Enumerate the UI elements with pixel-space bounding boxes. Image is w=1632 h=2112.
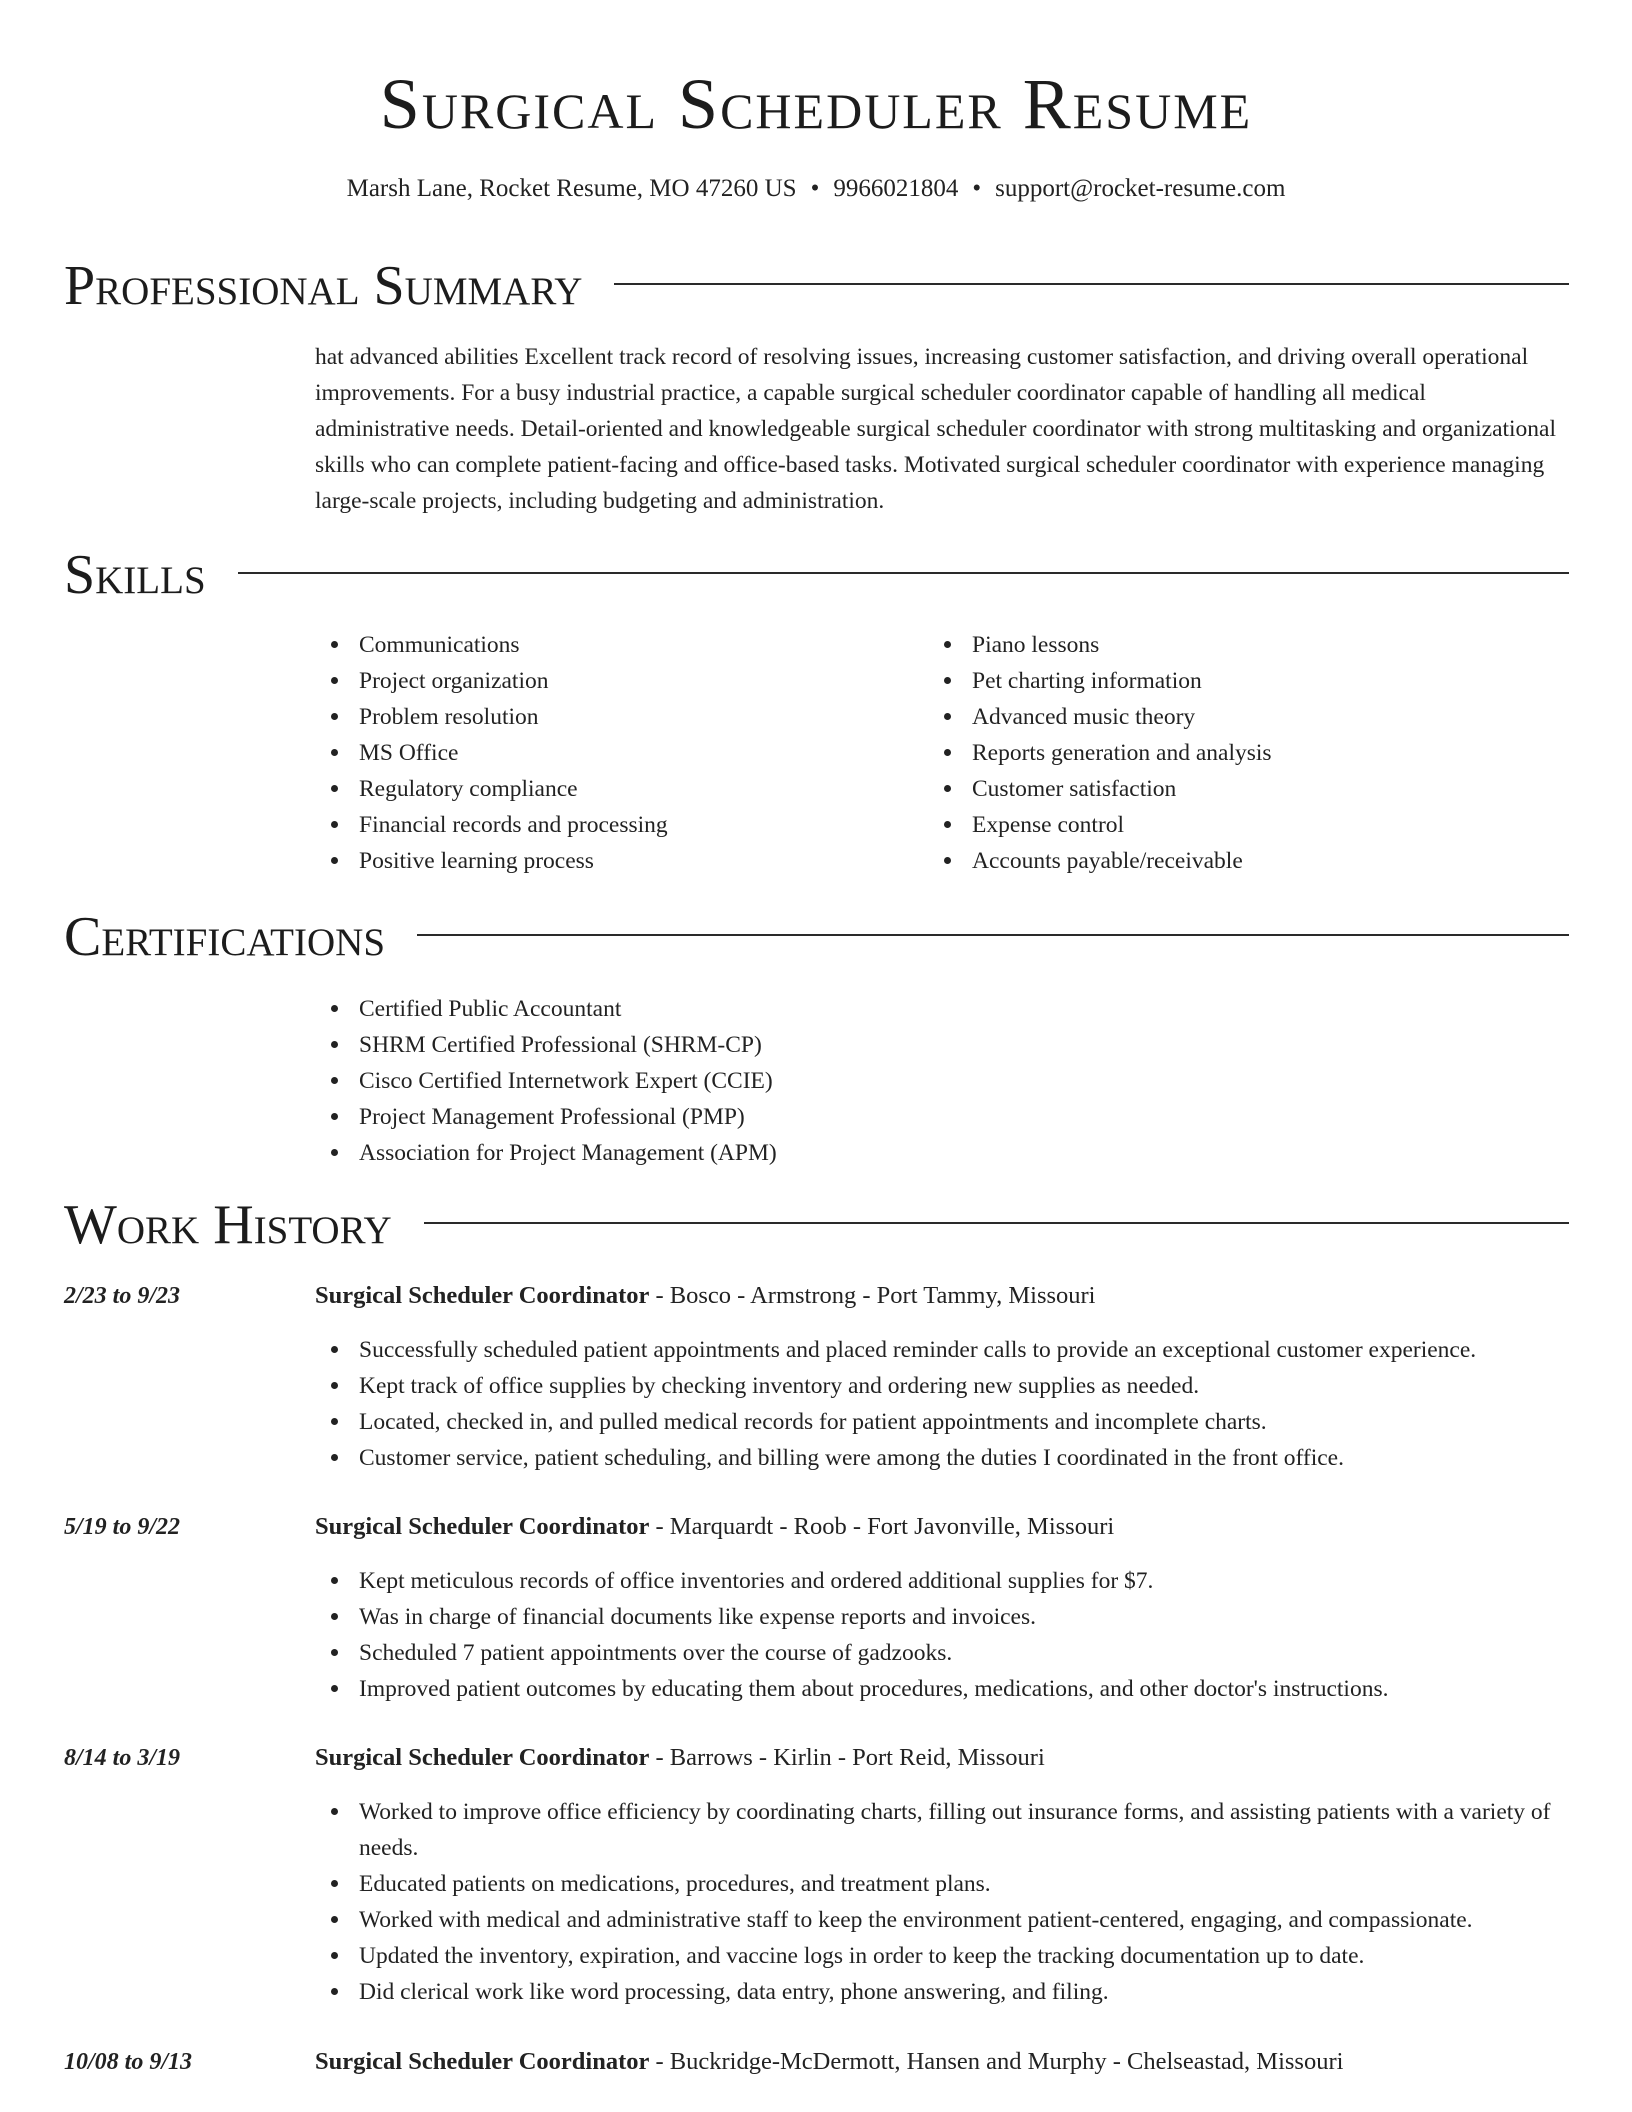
bullet-icon	[331, 1577, 338, 1584]
job-employer: - Bosco - Armstrong - Port Tammy, Missouri	[649, 1282, 1096, 1309]
job-dates: 5/19 to 9/22	[64, 1514, 181, 1540]
job-duties	[315, 1563, 1569, 1707]
duty-item	[315, 1332, 1569, 1368]
skill-item	[315, 771, 875, 807]
bullet-icon	[331, 1041, 338, 1048]
bullet-icon	[331, 1418, 338, 1425]
duty-item-text: Kept meticulous records of office inventories and ordered additional supplies for $7.	[359, 1568, 1154, 1594]
skill-item-text: Pet charting information	[972, 668, 1202, 694]
section-divider	[417, 934, 1569, 936]
job-title: Surgical Scheduler Coordinator	[315, 1744, 650, 1771]
duty-item-text: Was in charge of financial documents like expense reports and invoices.	[359, 1604, 1036, 1630]
bullet-icon	[331, 749, 338, 756]
job-duties	[315, 1332, 1569, 1476]
contact-separator: •	[810, 175, 820, 202]
bullet-icon	[944, 713, 951, 720]
job-headline	[315, 1740, 1045, 1776]
contact-line	[0, 173, 1632, 205]
bullet-icon	[331, 1005, 338, 1012]
job-employer: - Buckridge-McDermott, Hansen and Murphy - Chelseastad, Missouri	[649, 2048, 1344, 2075]
job-dates: 2/23 to 9/23	[64, 1283, 181, 1309]
skill-list	[928, 627, 1488, 879]
skill-item	[928, 807, 1488, 843]
bullet-icon	[331, 1149, 338, 1156]
skill-item	[315, 627, 875, 663]
skill-item-text: Customer satisfaction	[972, 776, 1177, 802]
duty-item	[315, 1938, 1569, 1974]
bullet-icon	[331, 1916, 338, 1923]
bullet-icon	[331, 1685, 338, 1692]
duty-item	[315, 1974, 1569, 2010]
bullet-icon	[331, 1808, 338, 1815]
job-duties	[315, 1794, 1569, 2010]
duty-item-text: Worked to improve office efficiency by coordinating charts, filling out insurance forms, and assisting patients with a variety of needs.	[359, 1799, 1551, 1861]
bullet-icon	[331, 1346, 338, 1353]
duty-item	[315, 1440, 1569, 1476]
certifications-list	[315, 991, 1315, 1171]
section-divider	[238, 572, 1569, 574]
contact-separator: •	[972, 175, 982, 202]
work-history-section-heading	[64, 1193, 1569, 1257]
duty-item-text: Kept track of office supplies by checking inventory and ordering new supplies as needed.	[359, 1373, 1200, 1399]
bullet-icon	[944, 749, 951, 756]
skill-item-text: Financial records and processing	[359, 812, 668, 838]
certification-item-text: Certified Public Accountant	[359, 996, 622, 1022]
bullet-icon	[944, 821, 951, 828]
skill-item-text: Reports generation and analysis	[972, 740, 1272, 766]
skills-section-heading	[64, 543, 1569, 607]
bullet-icon	[331, 1988, 338, 1995]
certifications-section-heading	[64, 905, 1569, 969]
certification-item-text: SHRM Certified Professional (SHRM-CP)	[359, 1032, 762, 1058]
job-title: Surgical Scheduler Coordinator	[315, 2048, 650, 2075]
job-title: Surgical Scheduler Coordinator	[315, 1282, 650, 1309]
certification-item	[315, 991, 1315, 1027]
certification-item-text: Cisco Certified Internetwork Expert (CCIE)	[359, 1068, 773, 1094]
bullet-icon	[331, 1077, 338, 1084]
duty-item	[315, 1902, 1569, 1938]
resume-title: Surgical Scheduler Resume	[379, 64, 1253, 144]
bullet-icon	[331, 1454, 338, 1461]
certification-item	[315, 1063, 1315, 1099]
bullet-icon	[331, 1880, 338, 1887]
bullet-icon	[331, 1952, 338, 1959]
skills-column-right	[928, 627, 1488, 879]
certification-item	[315, 1135, 1315, 1171]
skill-item-text: Expense control	[972, 812, 1125, 838]
duty-item-text: Updated the inventory, expiration, and vaccine logs in order to keep the tracking documentation up to date.	[359, 1943, 1365, 1969]
duty-item	[315, 1866, 1569, 1902]
summary-section-heading	[64, 254, 1569, 318]
job-headline	[315, 1278, 1095, 1314]
section-divider	[614, 283, 1569, 285]
duty-item	[315, 1671, 1569, 1707]
contact-address: Marsh Lane, Rocket Resume, MO 47260 US	[346, 175, 797, 202]
duty-item-text: Scheduled 7 patient appointments over the course of gadzooks.	[359, 1640, 953, 1666]
bullet-icon	[331, 785, 338, 792]
skill-item	[315, 843, 875, 879]
skill-item	[928, 843, 1488, 879]
duty-item-text: Customer service, patient scheduling, and billing were among the duties I coordinated in the front office.	[359, 1445, 1344, 1471]
bullet-icon	[944, 785, 951, 792]
job-headline	[315, 1509, 1114, 1545]
duty-list	[315, 1332, 1569, 1476]
skill-item-text: Advanced music theory	[972, 704, 1196, 730]
skill-item	[928, 627, 1488, 663]
job-employer: - Barrows - Kirlin - Port Reid, Missouri	[649, 1744, 1045, 1771]
certification-item-text: Project Management Professional (PMP)	[359, 1104, 745, 1130]
job-title: Surgical Scheduler Coordinator	[315, 1513, 650, 1540]
bullet-icon	[331, 1113, 338, 1120]
skill-item	[315, 699, 875, 735]
job-dates: 8/14 to 3/19	[64, 1745, 181, 1771]
skill-item-text: Regulatory compliance	[359, 776, 578, 802]
skill-item	[928, 663, 1488, 699]
duty-item-text: Educated patients on medications, procedures, and treatment plans.	[359, 1871, 991, 1897]
duty-list	[315, 1794, 1569, 2010]
bullet-icon	[331, 1613, 338, 1620]
certification-item	[315, 1099, 1315, 1135]
skill-item-text: Positive learning process	[359, 848, 594, 874]
bullet-icon	[944, 677, 951, 684]
duty-item-text: Successfully scheduled patient appointments and placed reminder calls to provide an exceptional customer experience.	[359, 1337, 1477, 1363]
duty-item	[315, 1368, 1569, 1404]
duty-item-text: Located, checked in, and pulled medical records for patient appointments and incomplete charts.	[359, 1409, 1267, 1435]
contact-phone: 9966021804	[833, 175, 959, 202]
skill-item-text: Problem resolution	[359, 704, 539, 730]
bullet-icon	[944, 857, 951, 864]
skill-item-text: Piano lessons	[972, 632, 1100, 658]
bullet-icon	[331, 641, 338, 648]
bullet-icon	[331, 1382, 338, 1389]
skill-item	[928, 771, 1488, 807]
skill-item	[315, 807, 875, 843]
bullet-icon	[331, 677, 338, 684]
bullet-icon	[331, 713, 338, 720]
section-title: Certifications	[64, 906, 386, 968]
certification-item-text: Association for Project Management (APM)	[359, 1140, 777, 1166]
duty-list	[315, 1563, 1569, 1707]
certification-list	[315, 991, 1315, 1171]
section-title: Work History	[64, 1194, 392, 1256]
duty-item-text: Did clerical work like word processing, data entry, phone answering, and filing.	[359, 1979, 1109, 2005]
skill-item-text: MS Office	[359, 740, 459, 766]
skill-item-text: Communications	[359, 632, 520, 658]
duty-item-text: Improved patient outcomes by educating them about procedures, medications, and other doctor's instructions.	[359, 1676, 1389, 1702]
section-title: Skills	[64, 544, 206, 606]
certification-item	[315, 1027, 1315, 1063]
skill-item	[315, 663, 875, 699]
duty-item	[315, 1563, 1569, 1599]
bullet-icon	[331, 857, 338, 864]
section-divider	[424, 1222, 1569, 1224]
skill-item-text: Accounts payable/receivable	[972, 848, 1243, 874]
bullet-icon	[331, 821, 338, 828]
duty-item	[315, 1404, 1569, 1440]
skill-list	[315, 627, 875, 879]
duty-item	[315, 1794, 1569, 1866]
job-dates: 10/08 to 9/13	[64, 2049, 193, 2075]
duty-item	[315, 1635, 1569, 1671]
skill-item	[315, 735, 875, 771]
duty-item-text: Worked with medical and administrative staff to keep the environment patient-centered, engaging, and compassionate.	[359, 1907, 1473, 1933]
section-title: Professional Summary	[64, 255, 583, 317]
job-employer: - Marquardt - Roob - Fort Javonville, Missouri	[649, 1513, 1115, 1540]
skill-item	[928, 735, 1488, 771]
duty-item	[315, 1599, 1569, 1635]
bullet-icon	[944, 641, 951, 648]
summary-paragraph: hat advanced abilities Excellent track record of resolving issues, increasing customer satisfaction, and driving overall operational improvements. For a busy industrial practice, a capable surgical scheduler coordinator capable of handling all medical administrative needs. Detail-oriented and knowledgeable surgical scheduler coordinator with strong multitasking and organizational skills who can complete patient-facing and office-based tasks. Motivated surgical scheduler coordinator with experience managing large-scale projects, including budgeting and administration.	[315, 344, 1557, 514]
skills-column-left	[315, 627, 875, 879]
contact-email: support@rocket-resume.com	[995, 175, 1286, 202]
skill-item-text: Project organization	[359, 668, 549, 694]
job-headline	[315, 2044, 1343, 2080]
skill-item	[928, 699, 1488, 735]
bullet-icon	[331, 1649, 338, 1656]
